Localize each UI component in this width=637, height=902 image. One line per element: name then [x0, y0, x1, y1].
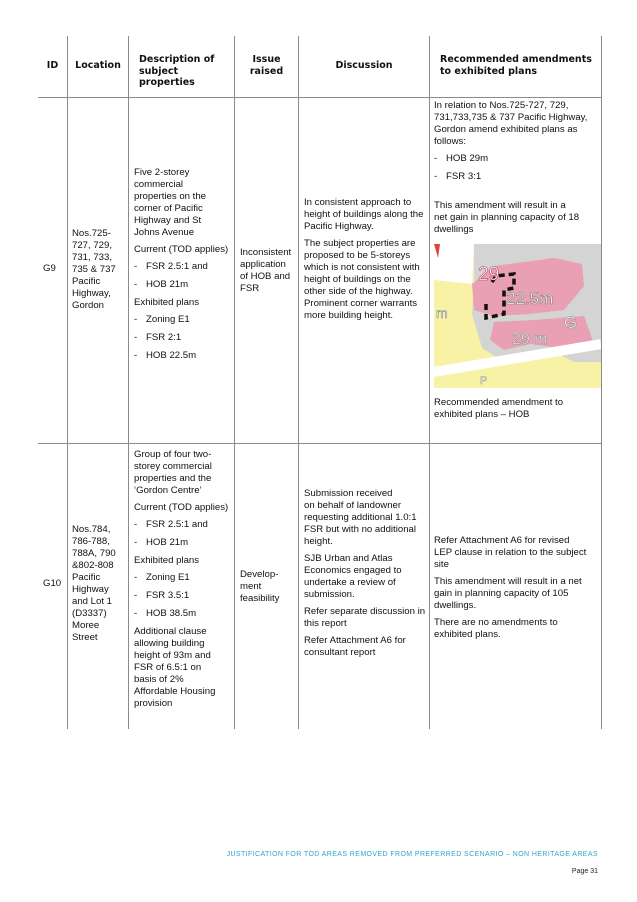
list-item-text: FSR 2:1: [146, 332, 182, 343]
list-item-text: HOB 21m: [146, 279, 189, 290]
text-line: allowing building: [134, 638, 205, 649]
text-line: This amendment will result in a: [434, 200, 566, 211]
text-line: SJB Urban and Atlas: [304, 553, 393, 564]
hob-map-figure: [434, 244, 601, 388]
list-item: - FSR 2:1: [134, 332, 182, 343]
row-id: G9: [43, 263, 56, 274]
list-item-text: HOB 29m: [446, 153, 489, 164]
text-line: Develop-: [240, 569, 279, 580]
list-item-text: FSR 3:1: [446, 171, 482, 182]
map-label: 22.5m: [506, 289, 554, 308]
discussion-paragraph: [304, 238, 423, 322]
text-line: provision: [134, 698, 173, 709]
text-line: which is not consistent with: [304, 262, 420, 273]
description-intro: [134, 167, 228, 239]
current-heading: Current (TOD applies): [134, 244, 229, 255]
discussion-paragraph: [304, 635, 425, 659]
header-discussion: Discussion: [335, 60, 393, 71]
text-line: Group of four two-: [134, 449, 212, 460]
text-line: Refer separate discussion in: [304, 606, 426, 617]
text-line: height of buildings along the: [304, 209, 424, 220]
list-item-text: HOB 21m: [146, 537, 189, 548]
list-item: - Zoning E1: [134, 572, 190, 583]
header-amendments: Recommended amendments to exhibited plans: [440, 54, 592, 77]
map-label: P: [480, 375, 488, 387]
text-line: application: [240, 259, 286, 270]
text-line: 731,733,735 & 737 Pacific Highway,: [434, 112, 588, 123]
list-item-text: Zoning E1: [146, 572, 190, 583]
text-line: other side of the highway.: [304, 286, 413, 297]
discussion-cell: [304, 488, 425, 664]
map-label: m: [436, 305, 448, 321]
text-line: Submission received: [304, 488, 393, 499]
hob-map: [434, 244, 601, 388]
text-line: more building height.: [304, 310, 394, 321]
map-label: 29: [478, 264, 500, 285]
text-line: ‘Gordon Centre’: [134, 485, 202, 496]
text-line: FSR: [240, 283, 260, 294]
text-line: corner of Pacific: [134, 203, 203, 214]
location-cell: [72, 228, 116, 312]
text-line: There are no amendments to: [434, 617, 558, 628]
row-id: G10: [43, 578, 62, 589]
text-line: LEP clause in relation to the subject: [434, 547, 587, 558]
text-line: feasibility: [240, 593, 280, 604]
list-item: - FSR 2.5:1 and: [134, 519, 208, 530]
text-line: Highway: [72, 584, 109, 595]
text-line: net gain in planning capacity of 18: [434, 212, 580, 223]
list-item: - FSR 3:1: [434, 171, 482, 182]
list-item: - FSR 2.5:1 and: [134, 261, 208, 272]
text-line: ment: [240, 581, 262, 592]
current-list: [134, 261, 228, 291]
exhibited-heading: Exhibited plans: [134, 297, 200, 308]
text-line: properties and the: [134, 473, 212, 484]
list-item: - HOB 22.5m: [134, 350, 197, 361]
text-line: (D3337): [72, 608, 107, 619]
list-item: - HOB 21m: [134, 279, 189, 290]
text-line: dwellings: [434, 224, 474, 235]
header-issue: Issue raised: [249, 54, 284, 77]
text-line: Street: [72, 632, 98, 643]
discussion-cell: [304, 197, 423, 327]
amendments-intro: [434, 100, 587, 148]
description-cell: [134, 449, 228, 715]
text-line: 727, 729,: [72, 240, 113, 251]
discussion-paragraph: [304, 606, 425, 630]
list-item: - Zoning E1: [134, 314, 190, 325]
text-line: FSR but with no additional: [304, 524, 416, 535]
list-item: - FSR 3.5:1: [134, 590, 190, 601]
text-line: consultant report: [304, 647, 376, 658]
text-line: follows:: [434, 136, 466, 147]
exhibited-heading: Exhibited plans: [134, 555, 200, 566]
text-line: Highway,: [72, 288, 111, 299]
text-line: Economics engaged to: [304, 565, 402, 576]
text-line: Pacific Highway.: [304, 221, 374, 232]
amendments-paragraph: [434, 535, 586, 571]
text-line: FSR of 6.5:1 on: [134, 662, 202, 673]
text-line: height.: [304, 536, 333, 547]
text-line: Refer Attachment A6 for revised: [434, 535, 570, 546]
discussion-paragraph: [304, 553, 425, 601]
additional-clause: [134, 626, 228, 710]
list-item-text: HOB 22.5m: [146, 350, 197, 361]
text-line: this report: [304, 618, 347, 629]
text-line: Refer Attachment A6 for: [304, 635, 406, 646]
list-item-text: FSR 3.5:1: [146, 590, 190, 601]
list-item: - HOB 21m: [134, 537, 189, 548]
amendments-result: [434, 200, 587, 236]
discussion-paragraph: [304, 488, 425, 548]
amendments-list: [434, 153, 587, 183]
exhibited-list: [134, 572, 228, 620]
text-line: The subject properties are: [304, 238, 416, 249]
text-line: Pacific: [72, 572, 101, 583]
current-heading: Current (TOD applies): [134, 502, 229, 513]
amendments-cell: [434, 535, 586, 646]
list-item: - HOB 38.5m: [134, 608, 197, 619]
footer-title: JUSTIFICATION FOR TOD AREAS REMOVED FROM PREFERRED SCENARIO – NON HERITAGE AREAS: [226, 851, 598, 858]
header-location: Location: [75, 60, 121, 71]
page-number: Page 31: [571, 868, 598, 875]
exhibited-list: [134, 314, 228, 362]
text-line: height of buildings on the: [304, 274, 411, 285]
map-caption: [434, 397, 563, 421]
row-divider: [38, 97, 602, 98]
text-line: commercial: [134, 179, 184, 190]
text-line: proposed to be 5-storeys: [304, 250, 411, 261]
text-line: This amendment will result in a net: [434, 576, 582, 587]
map-label: 29 m: [512, 331, 548, 348]
column-divider: [67, 36, 68, 729]
text-line: Prominent corner warrants: [304, 298, 418, 309]
column-divider: [429, 36, 430, 729]
text-line: submission.: [304, 589, 355, 600]
issue-cell: [240, 569, 279, 605]
text-line: properties on the: [134, 191, 206, 202]
text-line: exhibited plans.: [434, 629, 501, 640]
text-line: Affordable Housing: [134, 686, 216, 697]
map-road: [434, 244, 474, 284]
amendments-paragraph: [434, 617, 586, 641]
amendments-paragraph: [434, 576, 586, 612]
text-line: In relation to Nos.725-727, 729,: [434, 100, 569, 111]
location-cell: [72, 524, 116, 644]
text-line: of HOB and: [240, 271, 291, 282]
text-line: Recommended amendment to: [434, 397, 564, 408]
text-line: undertake a review of: [304, 577, 396, 588]
current-list: [134, 519, 228, 549]
text-line: 731, 733,: [72, 252, 113, 263]
header-description: Description of subject properties: [139, 54, 215, 88]
text-line: In consistent approach to: [304, 197, 412, 208]
list-item-text: Zoning E1: [146, 314, 190, 325]
text-line: and Lot 1: [72, 596, 113, 607]
text-line: gain in planning capacity of 105: [434, 588, 569, 599]
text-line: 735 & 737: [72, 264, 116, 275]
map-label: G: [564, 313, 578, 332]
text-line: basis of 2%: [134, 674, 184, 685]
text-line: height of 93m and: [134, 650, 211, 661]
text-line: &802-808: [72, 560, 114, 571]
description-intro: [134, 449, 228, 497]
text-line: Nos.725-: [72, 228, 111, 239]
list-item-text: HOB 38.5m: [146, 608, 197, 619]
list-item-text: FSR 2.5:1 and: [146, 519, 208, 530]
discussion-paragraph: [304, 197, 423, 233]
text-line: Inconsistent: [240, 247, 292, 258]
column-divider: [128, 36, 129, 729]
text-line: 788A, 790: [72, 548, 116, 559]
text-line: Additional clause: [134, 626, 207, 637]
text-line: exhibited plans – HOB: [434, 409, 530, 420]
list-item-text: FSR 2.5:1 and: [146, 261, 208, 272]
text-line: Gordon amend exhibited plans as: [434, 124, 578, 135]
text-line: Five 2-storey: [134, 167, 190, 178]
text-line: requesting additional 1.0:1: [304, 512, 417, 523]
text-line: Gordon: [72, 300, 104, 311]
text-line: site: [434, 559, 449, 570]
column-divider: [298, 36, 299, 729]
text-line: 786-788,: [72, 536, 110, 547]
text-line: dwellings.: [434, 600, 477, 611]
text-line: Pacific: [72, 276, 101, 287]
text-line: storey commercial: [134, 461, 212, 472]
column-divider: [601, 36, 602, 729]
text-line: Highway and St: [134, 215, 202, 226]
list-item: - HOB 29m: [434, 153, 489, 164]
amendments-cell: [434, 100, 587, 241]
issue-cell: [240, 247, 291, 295]
header-id: ID: [46, 60, 59, 71]
text-line: Johns Avenue: [134, 227, 195, 238]
text-line: Moree: [72, 620, 100, 631]
row-divider: [38, 443, 602, 444]
text-line: on behalf of landowner: [304, 500, 402, 511]
column-divider: [234, 36, 235, 729]
text-line: Nos.784,: [72, 524, 111, 535]
description-cell: [134, 167, 228, 368]
